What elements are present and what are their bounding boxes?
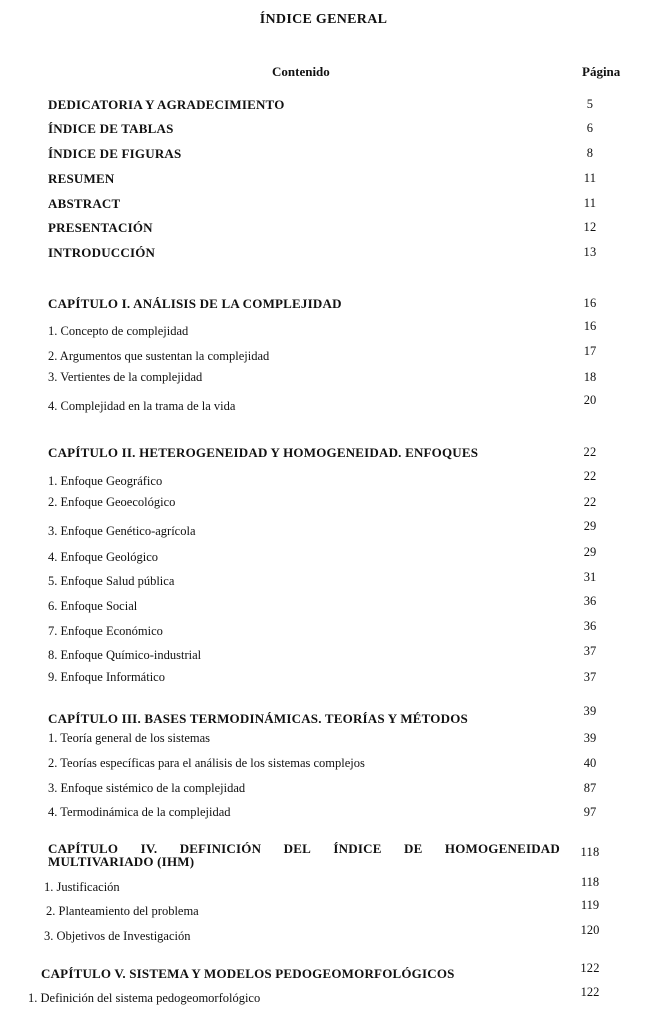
toc-entry-title: ÍNDICE DE FIGURAS: [48, 146, 182, 161]
toc-entry-page-number: 31: [583, 570, 597, 584]
page-title: ÍNDICE GENERAL: [259, 12, 388, 27]
toc-entry-page-number: 16: [583, 296, 597, 310]
toc-entry[interactable]: [0, 961, 647, 984]
toc-entry[interactable]: [0, 781, 647, 799]
toc-entry-page-number: 37: [583, 644, 597, 658]
toc-entry[interactable]: [0, 731, 647, 749]
toc-entry-word: HOMOGENEIDAD: [444, 841, 560, 856]
toc-entry[interactable]: [0, 220, 647, 238]
toc-entry-title: 4. Enfoque Geológico: [48, 550, 159, 564]
toc-entry[interactable]: [0, 370, 647, 388]
toc-entry-page-number: 22: [583, 469, 597, 483]
toc-entry-title: 5. Enfoque Salud pública: [48, 574, 175, 588]
toc-entry[interactable]: [0, 644, 647, 666]
toc-entry[interactable]: [0, 875, 647, 898]
toc-entry-title: 2. Teorías específicas para el análisis de los sistemas complejos: [48, 756, 365, 770]
toc-entry-page-number: 39: [583, 731, 597, 745]
toc-entry-title: PRESENTACIÓN: [48, 220, 153, 235]
toc-entry-page-number: 11: [583, 171, 597, 185]
toc-entry[interactable]: [0, 519, 647, 542]
toc-entry-title: RESUMEN: [48, 171, 115, 186]
toc-entry[interactable]: [0, 619, 647, 642]
toc-entry-title: 2. Enfoque Geoecológico: [48, 495, 176, 509]
toc-entry-title: [48, 841, 560, 870]
toc-entry-word: DEFINICIÓN: [179, 841, 262, 856]
toc-entry-title: 3. Vertientes de la complejidad: [48, 370, 203, 384]
toc-entry[interactable]: [0, 898, 647, 922]
toc-entry-page-number: 12: [583, 220, 597, 234]
toc-entry-title: CAPÍTULO II. HETEROGENEIDAD Y HOMOGENEIDAD. ENFOQUES: [48, 445, 479, 460]
toc-entry[interactable]: [0, 841, 647, 869]
toc-entry-page-number: 39: [583, 704, 597, 718]
toc-entry[interactable]: [0, 97, 647, 115]
toc-entry-title: 3. Enfoque Genético-agrícola: [48, 524, 196, 538]
toc-entry-page-number: 5: [586, 97, 594, 111]
toc-entry-title: 1. Definición del sistema pedogeomorfológico: [28, 991, 261, 1005]
toc-entry[interactable]: [0, 495, 647, 513]
toc-entry-page-number: 122: [580, 985, 600, 999]
toc-entry-title: ÍNDICE DE TABLAS: [48, 121, 174, 136]
toc-entry-page-number: 37: [583, 670, 597, 684]
toc-entry-title: 4. Termodinámica de la complejidad: [48, 805, 231, 819]
toc-entry-page-number: 119: [580, 898, 600, 912]
toc-entry[interactable]: [0, 923, 647, 947]
toc-entry-word: ÍNDICE: [333, 841, 382, 856]
toc-entry-page-number: 6: [586, 121, 594, 135]
toc-entry[interactable]: [0, 985, 647, 1009]
toc-entry-page-number: 18: [583, 370, 597, 384]
toc-entry-page-number: 16: [583, 319, 597, 333]
toc-entry-page-number: 87: [583, 781, 597, 795]
toc-entry-page-number: 11: [583, 196, 597, 210]
toc-entry-page-number: 36: [583, 619, 597, 633]
toc-entry-title: 9. Enfoque Informático: [48, 670, 165, 684]
toc-entry-page-number: 22: [583, 445, 597, 459]
toc-entry[interactable]: [0, 146, 647, 164]
toc-entry-title: DEDICATORIA Y AGRADECIMIENTO: [48, 97, 285, 112]
toc-entry-title: 3. Objetivos de Investigación: [44, 929, 191, 943]
toc-entry-page-number: 40: [583, 756, 597, 770]
toc-entry-title: ABSTRACT: [48, 196, 121, 211]
toc-entry-title: 3. Enfoque sistémico de la complejidad: [48, 781, 246, 795]
toc-entry-title: 2. Planteamiento del problema: [46, 904, 199, 918]
toc-entry[interactable]: [0, 594, 647, 617]
toc-entry-word: IV.: [140, 841, 158, 856]
toc-entry[interactable]: [0, 805, 647, 823]
toc-entry-title: 1. Justificación: [44, 880, 120, 894]
toc-entry[interactable]: [0, 296, 647, 314]
toc-entry-title: 1. Enfoque Geográfico: [48, 474, 163, 488]
toc-entry[interactable]: [0, 171, 647, 189]
toc-entry[interactable]: [0, 121, 647, 139]
toc-entry-page-number: 122: [580, 961, 600, 975]
toc-entry-page-number: 118: [580, 875, 600, 889]
toc-entry-title: CAPÍTULO I. ANÁLISIS DE LA COMPLEJIDAD: [48, 296, 342, 311]
toc-entry[interactable]: [0, 704, 647, 729]
contents-column-header: Contenido: [272, 64, 330, 79]
toc-entry[interactable]: [0, 445, 647, 463]
page-column-header: Página: [582, 64, 621, 79]
toc-entry-page-number: 29: [583, 519, 597, 533]
toc-entry-page-number: 97: [583, 805, 597, 819]
toc-entry[interactable]: [0, 319, 647, 342]
toc-entry[interactable]: [0, 570, 647, 592]
toc-entry-page-number: 120: [580, 923, 600, 937]
toc-entry-page-number: 29: [583, 545, 597, 559]
toc-entry-title: 2. Argumentos que sustentan la complejidad: [48, 349, 270, 363]
toc-entry-title: INTRODUCCIÓN: [48, 245, 156, 260]
toc-entry-title: 1. Concepto de complejidad: [48, 324, 189, 338]
toc-entry-page-number: 118: [580, 845, 600, 859]
toc-entry[interactable]: [0, 393, 647, 417]
toc-entry-word: CAPÍTULO: [48, 841, 119, 856]
toc-entry[interactable]: [0, 245, 647, 263]
toc-entry[interactable]: [0, 670, 647, 688]
toc-entry-title: 1. Teoría general de los sistemas: [48, 731, 211, 745]
toc-entry-word: DEL: [283, 841, 311, 856]
toc-entry[interactable]: [0, 196, 647, 214]
toc-entry-title: CAPÍTULO V. SISTEMA Y MODELOS PEDOGEOMORFOLÓGICOS: [41, 966, 455, 981]
toc-entry[interactable]: [0, 756, 647, 774]
toc-entry-page-number: 22: [583, 495, 597, 509]
toc-entry[interactable]: [0, 545, 647, 568]
toc-entry-page-number: 36: [583, 594, 597, 608]
toc-entry-page-number: 8: [586, 146, 594, 160]
toc-entry-word: DE: [404, 841, 423, 856]
toc-entry-title-line2: MULTIVARIADO (IHM): [48, 854, 195, 869]
toc-entry-page-number: 17: [583, 344, 597, 358]
toc-entry-title: 8. Enfoque Químico-industrial: [48, 648, 202, 662]
toc-entry-title: 7. Enfoque Económico: [48, 624, 163, 638]
toc-entry-page-number: 20: [583, 393, 597, 407]
toc-entry-title: 4. Complejidad en la trama de la vida: [48, 399, 236, 413]
toc-entry[interactable]: [0, 344, 647, 367]
toc-entry-title: CAPÍTULO III. BASES TERMODINÁMICAS. TEORÍAS Y MÉTODOS: [48, 711, 468, 726]
toc-entry[interactable]: [0, 469, 647, 492]
toc-entry-page-number: 13: [583, 245, 597, 259]
toc-entry-title: 6. Enfoque Social: [48, 599, 138, 613]
